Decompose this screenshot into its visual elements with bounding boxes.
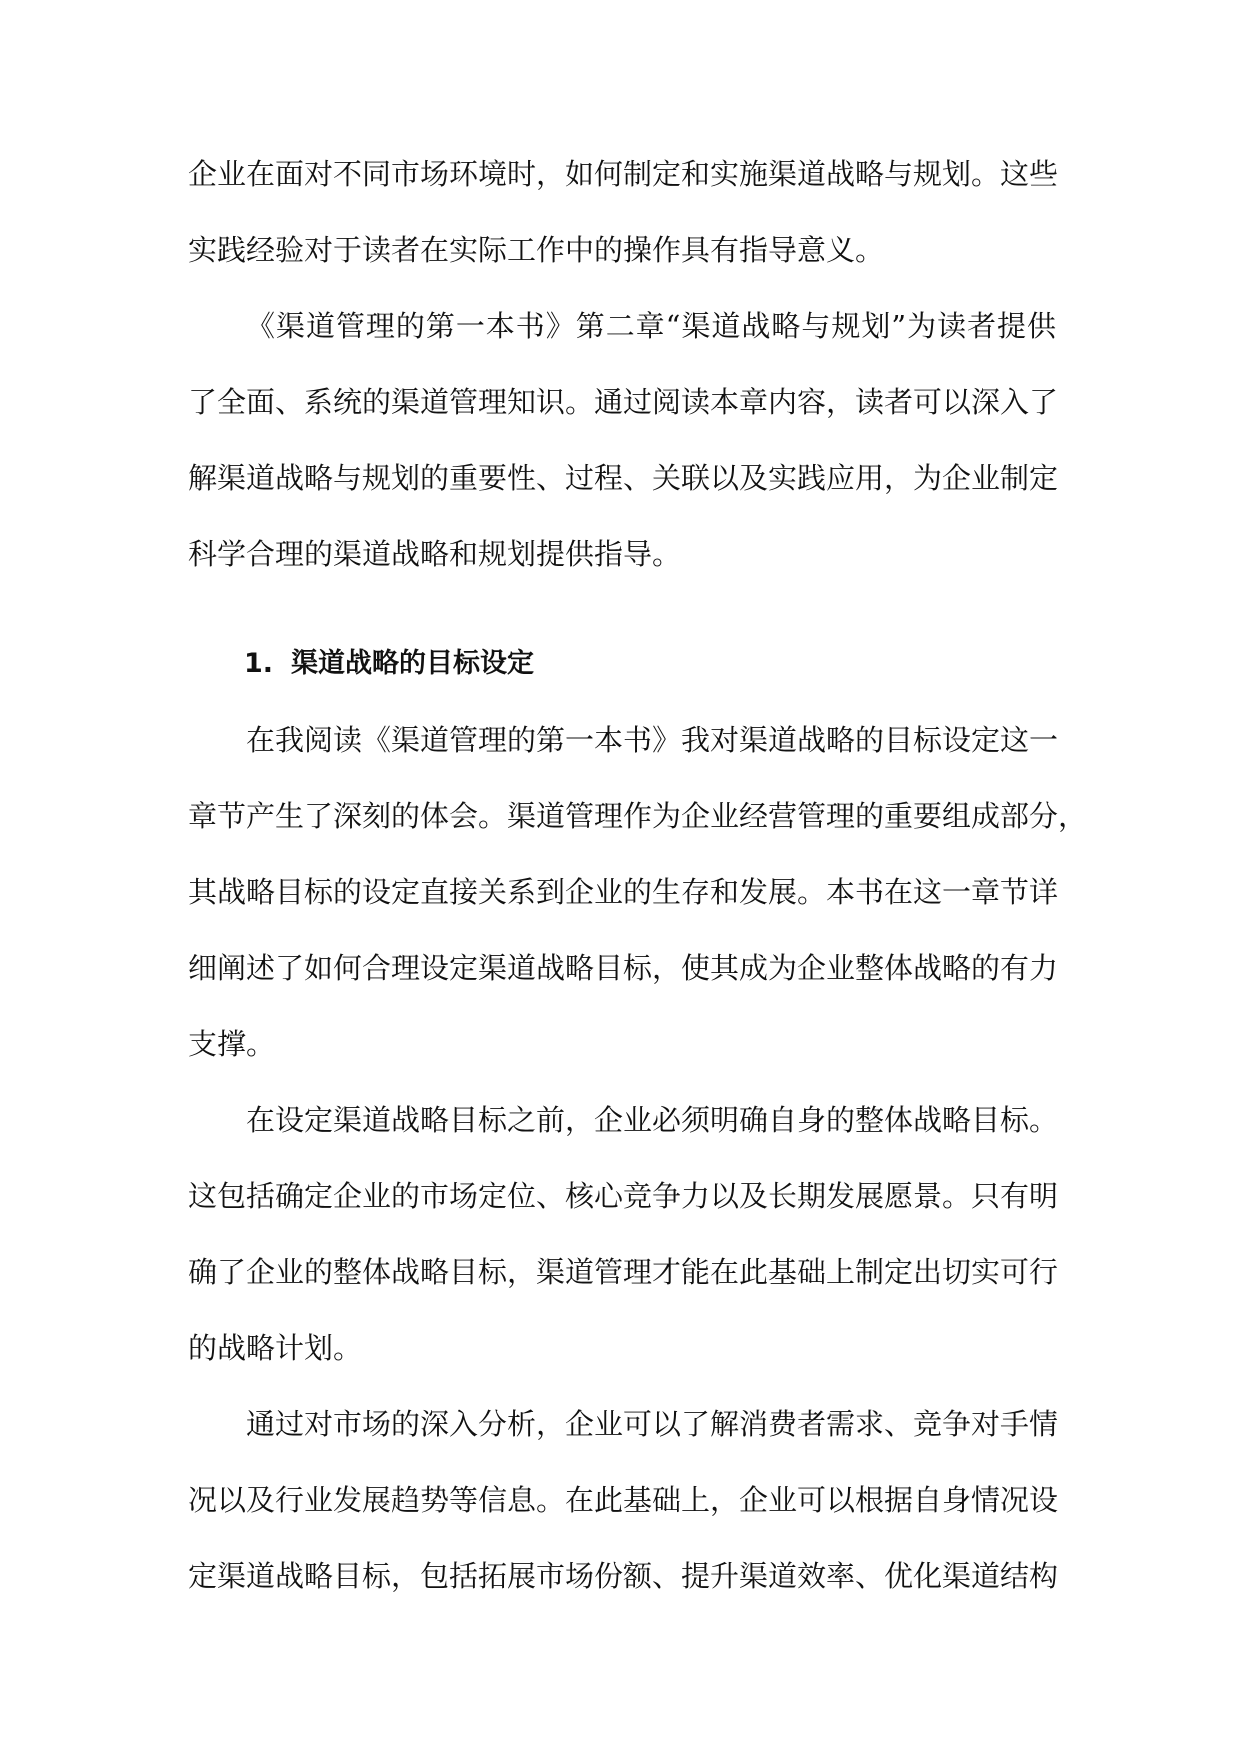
section-title: 渠道战略的目标设定: [291, 648, 535, 679]
text-line: 章节产生了深刻的体会。渠道管理作为企业经营管理的重要组成部分，: [188, 799, 1088, 833]
text-line: 在设定渠道战略目标之前，企业必须明确自身的整体战略目标。: [246, 1103, 1059, 1137]
text-line: 解渠道战略与规划的重要性、过程、关联以及实践应用，为企业制定: [188, 461, 1059, 495]
text-line: 况以及行业发展趋势等信息。在此基础上，企业可以根据自身情况设: [188, 1483, 1059, 1517]
text-line: 支撑。: [188, 1027, 276, 1061]
text-line: 《渠道管理的第一本书》第二章“渠道战略与规划”为读者提供: [246, 309, 1056, 343]
text-line: 企业在面对不同市场环境时，如何制定和实施渠道战略与规划。这些: [188, 157, 1059, 191]
text-line: 在我阅读《渠道管理的第一本书》我对渠道战略的目标设定这一: [246, 723, 1059, 757]
text-line: 实践经验对于读者在实际工作中的操作具有指导意义。: [188, 233, 885, 267]
paragraph: [188, 1082, 1059, 1386]
text-line: 了全面、系统的渠道管理知识。通过阅读本章内容，读者可以深入了: [188, 385, 1059, 419]
text-line: 通过对市场的深入分析，企业可以了解消费者需求、竞争对手情: [246, 1407, 1059, 1441]
section-spacer: [188, 592, 1056, 626]
document-body: [188, 136, 1088, 1614]
paragraph: [188, 136, 1059, 288]
text-line: 科学合理的渠道战略和规划提供指导。: [188, 537, 682, 571]
text-line: 其战略目标的设定直接关系到企业的生存和发展。本书在这一章节详: [188, 875, 1059, 909]
section-heading: [188, 626, 1056, 702]
text-line: 定渠道战略目标，包括拓展市场份额、提升渠道效率、优化渠道结构: [188, 1559, 1059, 1593]
text-line: 确了企业的整体战略目标，渠道管理才能在此基础上制定出切实可行: [188, 1255, 1059, 1289]
section-number: 1.: [244, 648, 274, 679]
text-line: 的战略计划。: [188, 1331, 363, 1365]
paragraph: [188, 288, 1059, 592]
text-line: 细阐述了如何合理设定渠道战略目标，使其成为企业整体战略的有力: [188, 951, 1059, 985]
paragraph: [188, 702, 1088, 1082]
paragraph: [188, 1386, 1059, 1614]
text-line: 这包括确定企业的市场定位、核心竞争力以及长期发展愿景。只有明: [188, 1179, 1059, 1213]
